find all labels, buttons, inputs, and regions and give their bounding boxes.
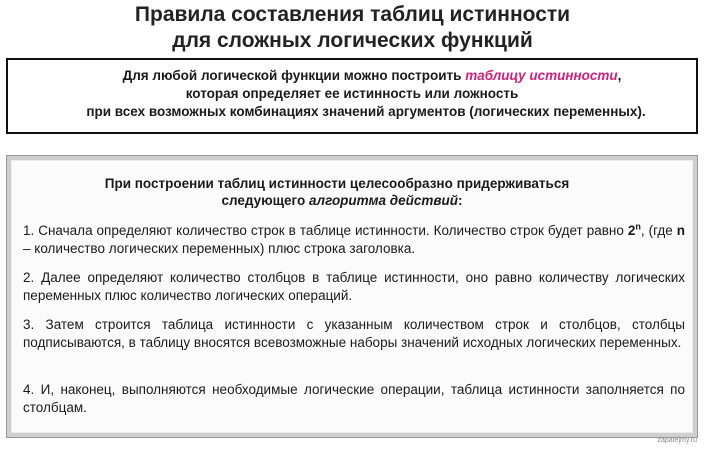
algorithm-heading-emphasis: алгоритма действий bbox=[309, 193, 459, 208]
truth-table-highlight: таблицу истинности bbox=[465, 68, 618, 83]
step-1-paren: , (где bbox=[640, 223, 677, 238]
definition-line-1-start: Для любой логической функции можно построить bbox=[122, 68, 466, 83]
watermark: zapatejmy.ru bbox=[657, 437, 697, 444]
step-2: 2. Далее определяют количество столбцов в таблице истинности, оно равно количеству логических переменных плюс количество логических операций. bbox=[23, 270, 685, 303]
step-1-text: 1. Сначала определяют количество строк в таблице истинности. Количество строк будет равно bbox=[23, 223, 628, 238]
algorithm-box bbox=[6, 155, 698, 438]
title-line-2: для сложных логических функций bbox=[172, 29, 533, 52]
step-1 bbox=[23, 222, 685, 258]
step-3: 3. Затем строится таблица истинности с указанным количеством строк и столбцов, столбцы подписываются, в таблицу вносятся всевозможные наборы значений исходных логических переменных. bbox=[23, 317, 685, 350]
definition-box bbox=[6, 58, 698, 134]
page-title bbox=[0, 2, 705, 54]
definition-line-1-end: , bbox=[617, 68, 622, 83]
algorithm-heading-line-1: При построении таблиц истинности целесообразно придерживаться bbox=[104, 176, 570, 191]
definition-line-2: которая определяет ее истинность или ложность bbox=[185, 86, 519, 101]
algorithm-heading bbox=[7, 175, 697, 209]
step-1-exponent-n: n bbox=[635, 221, 641, 232]
definition-text bbox=[8, 67, 696, 121]
algorithm-heading-end: : bbox=[458, 193, 463, 208]
step-4: 4. И, наконец, выполняются необходимые логические операции, таблица истинности заполняется по столбцам. bbox=[23, 382, 685, 415]
algorithm-heading-line-2 bbox=[7, 192, 697, 209]
step-1-variable: n bbox=[676, 223, 685, 238]
algorithm-heading-start: следующего bbox=[221, 193, 309, 208]
step-1-tail: – количество логических переменных) плюс строка заголовка. bbox=[23, 241, 416, 256]
definition-line-1 bbox=[8, 67, 696, 85]
definition-line-3: при всех возможных комбинациях значений аргументов (логических переменных). bbox=[86, 104, 646, 119]
step-1-base: 2 bbox=[627, 223, 636, 238]
title-line-1: Правила составления таблиц истинности bbox=[134, 3, 571, 26]
